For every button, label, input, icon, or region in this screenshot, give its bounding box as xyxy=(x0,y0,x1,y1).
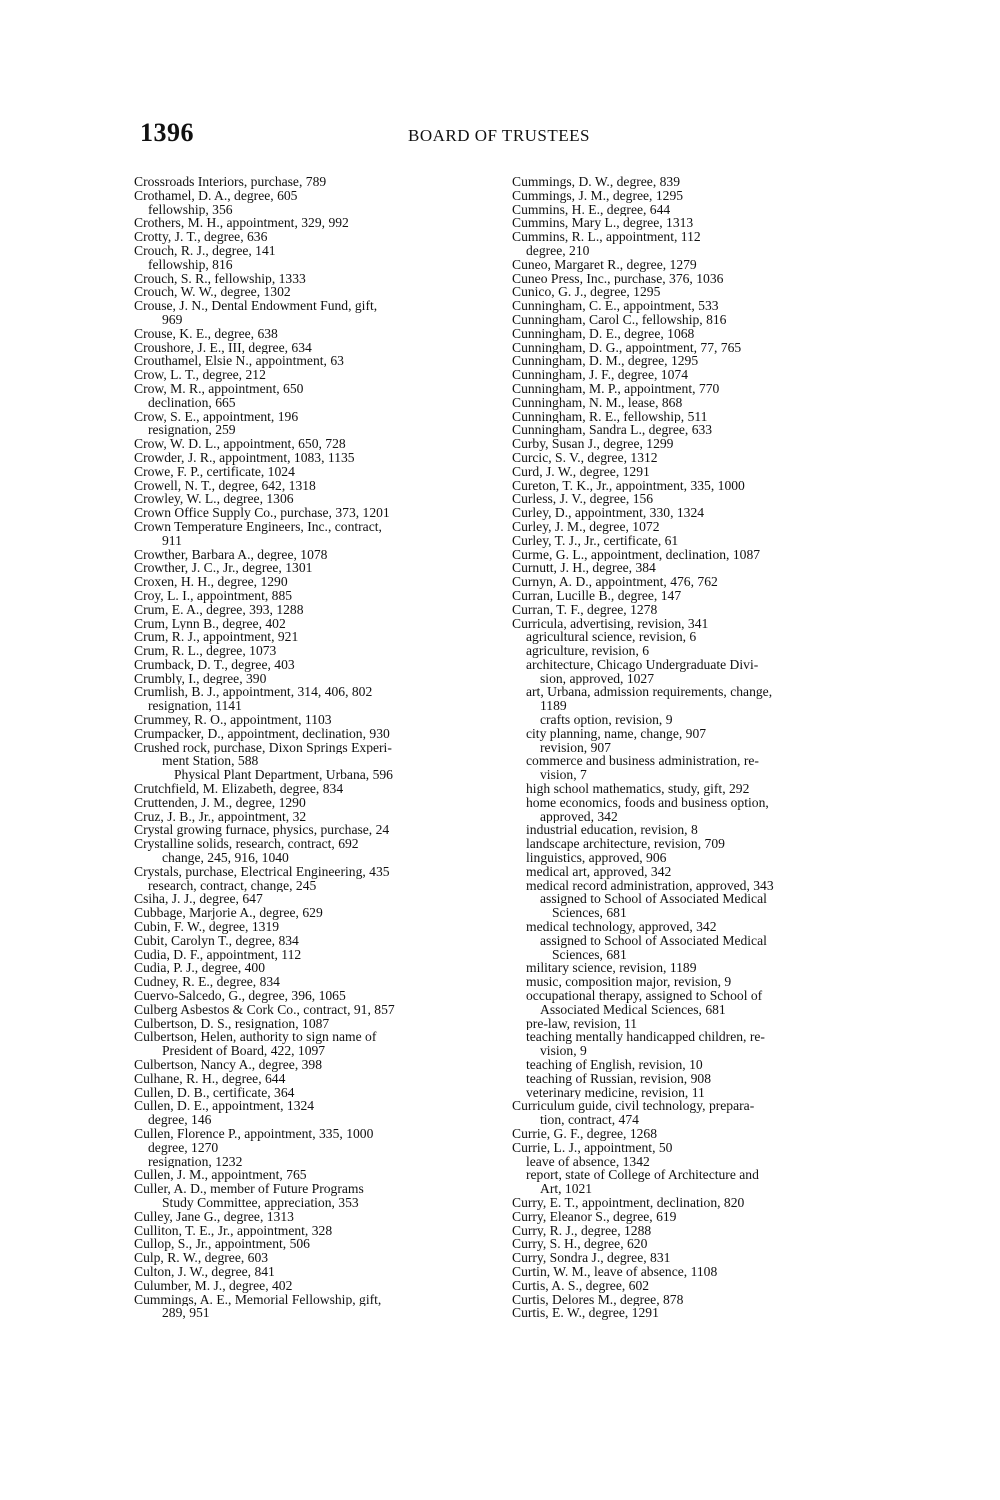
index-entry: Curme, G. L., appointment, declination, 1087 xyxy=(512,547,761,562)
index-entry: Crowell, N. T., degree, 642, 1318 xyxy=(134,478,316,493)
index-entry: agricultural science, revision, 6 xyxy=(526,630,697,645)
index-entry: 911 xyxy=(162,533,182,548)
index-entry: Study Committee, appreciation, 353 xyxy=(162,1195,359,1210)
index-entry: landscape architecture, revision, 709 xyxy=(526,837,725,852)
index-entry: Curtis, A. S., degree, 602 xyxy=(512,1278,650,1293)
index-entry: Cuervo-Salcedo, G., degree, 396, 1065 xyxy=(134,989,346,1003)
index-entry: Crowther, Barbara A., degree, 1078 xyxy=(134,547,328,562)
index-entry: Curry, E. T., appointment, declination, 820 xyxy=(512,1195,745,1210)
index-entry: Cunico, G. J., degree, 1295 xyxy=(512,285,661,300)
index-entry: Cullen, Florence P., appointment, 335, 1000 xyxy=(134,1126,374,1141)
index-entry: resignation, 1141 xyxy=(148,699,242,714)
index-entry: linguistics, approved, 906 xyxy=(526,851,667,865)
index-entry: Culliton, T. E., Jr., appointment, 328 xyxy=(134,1223,333,1238)
index-entry: Crow, M. R., appointment, 650 xyxy=(134,381,304,396)
index-entry: Curry, R. J., degree, 1288 xyxy=(512,1223,652,1238)
index-entry: Crown Office Supply Co., purchase, 373, 1201 xyxy=(134,506,390,520)
index-entry: President of Board, 422, 1097 xyxy=(162,1044,326,1058)
index-entry: degree, 146 xyxy=(148,1113,212,1127)
index-entry: report, state of College of Architecture and xyxy=(526,1168,759,1183)
index-entry: teaching mentally handicapped children, re- xyxy=(526,1030,765,1045)
index-entry: Crown Temperature Engineers, Inc., contract, xyxy=(134,519,382,534)
index-entry: Cunningham, N. M., lease, 868 xyxy=(512,395,683,410)
index-entry: Crow, W. D. L., appointment, 650, 728 xyxy=(134,437,346,451)
index-entry: Curriculum guide, civil technology, prepara- xyxy=(512,1099,755,1114)
index-entry: Curry, Sondra J., degree, 831 xyxy=(512,1251,671,1265)
index-entry: revision, 907 xyxy=(540,740,611,755)
index-entry: Crouse, K. E., degree, 638 xyxy=(134,326,278,341)
index-entry: Culbertson, Helen, authority to sign name of xyxy=(134,1030,377,1045)
index-entry: Physical Plant Department, Urbana, 596 xyxy=(174,768,393,783)
index-entry: Cubit, Carolyn T., degree, 834 xyxy=(134,933,299,948)
index-entry: Culton, J. W., degree, 841 xyxy=(134,1264,275,1279)
index-entry: veterinary medicine, revision, 11 xyxy=(526,1085,705,1100)
index-entry: Culley, Jane G., degree, 1313 xyxy=(134,1209,294,1224)
index-entry: high school mathematics, study, gift, 292 xyxy=(526,782,750,796)
index-entry: occupational therapy, assigned to School of xyxy=(526,989,763,1003)
index-entry: Cureton, T. K., Jr., appointment, 335, 1000 xyxy=(512,478,745,493)
index-entry: medical technology, approved, 342 xyxy=(526,920,717,934)
index-entry: crafts option, revision, 9 xyxy=(540,713,673,727)
index-entry: Cruttenden, J. M., degree, 1290 xyxy=(134,795,306,810)
index-entry: Curley, T. J., Jr., certificate, 61 xyxy=(512,533,679,548)
index-entry: resignation, 1232 xyxy=(148,1154,243,1169)
index-entry: Curcic, S. V., degree, 1312 xyxy=(512,450,658,465)
index-entry: pre-law, revision, 11 xyxy=(526,1016,638,1031)
index-entry: Culumber, M. J., degree, 402 xyxy=(134,1278,293,1293)
index-entry: Crumlish, B. J., appointment, 314, 406, 802 xyxy=(134,685,373,700)
index-entry: Crum, E. A., degree, 393, 1288 xyxy=(134,602,304,617)
index-entry: Curtis, Delores M., degree, 878 xyxy=(512,1292,684,1307)
index-entry: Crutchfield, M. Elizabeth, degree, 834 xyxy=(134,782,344,796)
index-entry: Cudia, D. F., appointment, 112 xyxy=(134,947,302,962)
index-entry: city planning, name, change, 907 xyxy=(526,726,707,741)
index-entry: Culbertson, Nancy A., degree, 398 xyxy=(134,1058,323,1072)
index-entry: Crumback, D. T., degree, 403 xyxy=(134,657,295,672)
index-entry: Associated Medical Sciences, 681 xyxy=(540,1002,726,1017)
index-entry: Sciences, 681 xyxy=(552,947,627,962)
index-entry: 969 xyxy=(162,312,183,327)
index-entry: assigned to School of Associated Medical xyxy=(540,892,767,907)
index-entry: vision, 9 xyxy=(540,1044,587,1058)
index-entry: Crouch, R. J., degree, 141 xyxy=(134,243,276,258)
index-entry: Cunningham, R. E., fellowship, 511 xyxy=(512,409,708,424)
index-entry: Crowder, J. R., appointment, 1083, 1135 xyxy=(134,450,355,465)
index-entry: Cunningham, Carol C., fellowship, 816 xyxy=(512,312,727,327)
index-entry: Crystalline solids, research, contract, 692 xyxy=(134,837,359,852)
index-entry: Curless, J. V., degree, 156 xyxy=(512,492,654,507)
index-entry: tion, contract, 474 xyxy=(540,1113,639,1127)
index-entry: Crummey, R. O., appointment, 1103 xyxy=(134,713,332,727)
index-entry: 1189 xyxy=(540,699,567,714)
index-entry: home economics, foods and business option, xyxy=(526,795,769,810)
index-entry: Curley, J. M., degree, 1072 xyxy=(512,519,660,534)
index-entry: Cubbage, Marjorie A., degree, 629 xyxy=(134,906,323,921)
index-entry: Crowther, J. C., Jr., degree, 1301 xyxy=(134,561,313,576)
index-entry: Cummings, A. E., Memorial Fellowship, gift, xyxy=(134,1292,382,1307)
index-entry: Currie, G. F., degree, 1268 xyxy=(512,1126,658,1141)
index-entry: Culhane, R. H., degree, 644 xyxy=(134,1071,286,1086)
index-entry: Crouch, W. W., degree, 1302 xyxy=(134,285,291,300)
index-entry: Crouch, S. R., fellowship, 1333 xyxy=(134,271,306,286)
index-entry: Crouse, J. N., Dental Endowment Fund, gift, xyxy=(134,299,378,313)
index-entry: music, composition major, revision, 9 xyxy=(526,975,732,990)
index-entry: art, Urbana, admission requirements, change, xyxy=(526,685,773,700)
index-entry: Cuneo Press, Inc., purchase, 376, 1036 xyxy=(512,271,724,286)
index-entry: Curran, T. F., degree, 1278 xyxy=(512,602,658,617)
page-number: 1396 xyxy=(140,118,194,147)
index-entry: Cunningham, J. F., degree, 1074 xyxy=(512,368,688,382)
index-entry: Culp, R. W., degree, 603 xyxy=(134,1251,269,1265)
index-entry: military science, revision, 1189 xyxy=(526,961,697,976)
index-entry: Crystals, purchase, Electrical Engineering, 435 xyxy=(134,864,390,879)
index-entry: commerce and business administration, re- xyxy=(526,754,759,769)
index-entry: Crystal growing furnace, physics, purchase, 24 xyxy=(134,823,390,838)
index-entry: Cunningham, C. E., appointment, 533 xyxy=(512,299,719,313)
index-entry: Cummings, D. W., degree, 839 xyxy=(512,175,681,189)
index-entry: change, 245, 916, 1040 xyxy=(162,851,289,865)
index-entry: Cullen, D. E., appointment, 1324 xyxy=(134,1099,315,1114)
index-entry: Curry, Eleanor S., degree, 619 xyxy=(512,1209,677,1224)
index-entry: Croushore, J. E., III, degree, 634 xyxy=(134,340,312,355)
index-entry: Cunningham, D. M., degree, 1295 xyxy=(512,354,699,369)
index-entry: Cubin, F. W., degree, 1319 xyxy=(134,920,280,934)
index-entry: Curran, Lucille B., degree, 147 xyxy=(512,588,682,603)
index-entry: Crum, Lynn B., degree, 402 xyxy=(134,616,286,631)
index-entry: ment Station, 588 xyxy=(162,754,259,769)
index-entry: Curnutt, J. H., degree, 384 xyxy=(512,561,656,576)
index-entry: Croxen, H. H., degree, 1290 xyxy=(134,575,288,589)
index-entry: resignation, 259 xyxy=(148,423,236,438)
index-entry: Cudney, R. E., degree, 834 xyxy=(134,975,280,990)
index-entry: approved, 342 xyxy=(540,809,618,824)
index-column-right xyxy=(512,175,842,1320)
index-entry: Cullop, S., Jr., appointment, 506 xyxy=(134,1237,310,1252)
index-entry: medical record administration, approved, 343 xyxy=(526,878,774,893)
index-entry: Cunningham, D. G., appointment, 77, 765 xyxy=(512,340,742,355)
index-entry: industrial education, revision, 8 xyxy=(526,823,698,838)
index-entry: Crow, S. E., appointment, 196 xyxy=(134,409,299,424)
index-entry: Cunningham, M. P., appointment, 770 xyxy=(512,381,720,396)
index-entry: Crowley, W. L., degree, 1306 xyxy=(134,492,294,507)
index-entry: Cuneo, Margaret R., degree, 1279 xyxy=(512,257,697,272)
index-entry: Curley, D., appointment, 330, 1324 xyxy=(512,506,705,520)
index-entry: declination, 665 xyxy=(148,395,236,410)
index-entry: Curnyn, A. D., appointment, 476, 762 xyxy=(512,575,718,589)
index-entry: Croy, L. I., appointment, 885 xyxy=(134,588,293,603)
index-entry: 289, 951 xyxy=(162,1306,210,1321)
index-entry: Curby, Susan J., degree, 1299 xyxy=(512,437,674,451)
index-entry: Cummins, R. L., appointment, 112 xyxy=(512,230,701,244)
index-entry: Crow, L. T., degree, 212 xyxy=(134,368,266,382)
index-entry: Currie, L. J., appointment, 50 xyxy=(512,1140,673,1155)
index-entry: Cunningham, D. E., degree, 1068 xyxy=(512,326,695,341)
index-entry: Culbertson, D. S., resignation, 1087 xyxy=(134,1016,330,1031)
index-entry: Sciences, 681 xyxy=(552,906,627,921)
index-entry: Cruz, J. B., Jr., appointment, 32 xyxy=(134,809,307,824)
index-entry: Curtin, W. M., leave of absence, 1108 xyxy=(512,1264,718,1279)
index-entry: Curry, S. H., degree, 620 xyxy=(512,1237,648,1252)
index-entry: sion, approved, 1027 xyxy=(540,671,655,686)
index-entry: Crothamel, D. A., degree, 605 xyxy=(134,188,298,203)
page-header xyxy=(0,118,1000,158)
index-entry: Curricula, advertising, revision, 341 xyxy=(512,616,709,631)
index-entry: degree, 1270 xyxy=(148,1140,219,1155)
index-entry: assigned to School of Associated Medical xyxy=(540,933,767,948)
index-entry: Crumbly, I., degree, 390 xyxy=(134,671,267,686)
index-entry: Cummings, J. M., degree, 1295 xyxy=(512,188,684,203)
index-entry: Curtis, E. W., degree, 1291 xyxy=(512,1306,659,1321)
index-entry: Crotty, J. T., degree, 636 xyxy=(134,230,268,244)
index-entry: Crouthamel, Elsie N., appointment, 63 xyxy=(134,354,344,369)
index-entry: Art, 1021 xyxy=(540,1182,593,1196)
index-entry: research, contract, change, 245 xyxy=(148,878,317,893)
index-entry: Crushed rock, purchase, Dixon Springs Experi- xyxy=(134,740,392,755)
index-entry: architecture, Chicago Undergraduate Divi- xyxy=(526,657,759,672)
index-entry: Culler, A. D., member of Future Programs xyxy=(134,1182,364,1196)
index-entry: leave of absence, 1342 xyxy=(526,1154,650,1169)
index-entry: Cullen, J. M., appointment, 765 xyxy=(134,1168,307,1183)
index-entry: Csiha, J. J., degree, 647 xyxy=(134,892,263,907)
index-entry: agriculture, revision, 6 xyxy=(526,644,650,658)
running-title: BOARD OF TRUSTEES xyxy=(408,126,590,145)
index-entry: Crum, R. L., degree, 1073 xyxy=(134,644,277,658)
index-entry: Curd, J. W., degree, 1291 xyxy=(512,464,650,479)
index-entry: Crum, R. J., appointment, 921 xyxy=(134,630,299,645)
index-entry: teaching of Russian, revision, 908 xyxy=(526,1071,711,1086)
index-entry: Crowe, F. P., certificate, 1024 xyxy=(134,464,295,479)
index-entry: Crumpacker, D., appointment, declination, 930 xyxy=(134,726,390,741)
index-entry: degree, 210 xyxy=(526,243,590,258)
index-entry: Crossroads Interiors, purchase, 789 xyxy=(134,175,327,189)
index-entry: fellowship, 816 xyxy=(148,257,233,272)
index-entry: Cunningham, Sandra L., degree, 633 xyxy=(512,423,713,438)
index-entry: Cullen, D. B., certificate, 364 xyxy=(134,1085,295,1100)
index-entry: Culberg Asbestos & Cork Co., contract, 91, 857 xyxy=(134,1002,395,1017)
index-entry: Cummins, H. E., degree, 644 xyxy=(512,202,671,217)
index-entry: teaching of English, revision, 10 xyxy=(526,1058,703,1072)
index-entry: fellowship, 356 xyxy=(148,202,233,217)
index-entry: vision, 7 xyxy=(540,768,587,783)
index-entry: Cummins, Mary L., degree, 1313 xyxy=(512,216,694,231)
index-entry: medical art, approved, 342 xyxy=(526,864,672,879)
index-entry: Crothers, M. H., appointment, 329, 992 xyxy=(134,216,349,231)
index-entry: Cudia, P. J., degree, 400 xyxy=(134,961,266,976)
index-column-left xyxy=(134,175,496,1320)
